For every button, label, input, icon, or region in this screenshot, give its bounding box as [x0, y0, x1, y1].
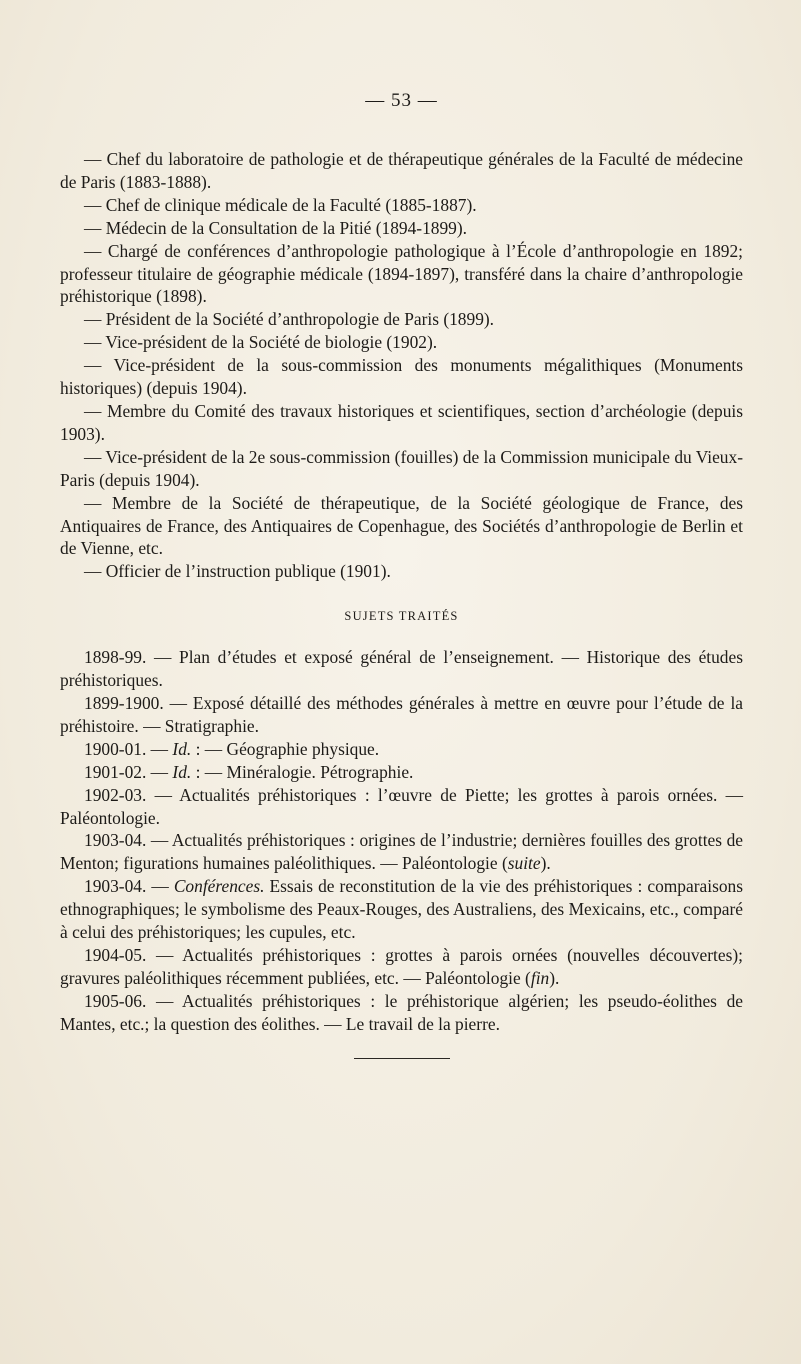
subject-text: ).: [540, 853, 551, 874]
career-item: — Vice-président de la Société de biologie (1902).: [84, 332, 438, 353]
subject-entry: [60, 944, 743, 990]
subject-entry: [60, 784, 743, 830]
subject-text: 1898-99. — Plan d’études et exposé général de l’enseignement. — Historique des études préhistoriques.: [60, 647, 743, 691]
subject-text: 1904-05. — Actualités préhistoriques : grottes à parois ornées (nouvelles découvertes); gravures paléolithiques récemment publiées, etc. — Paléontologie (: [60, 945, 743, 988]
subject-entry: [60, 875, 743, 944]
subject-italic: suite: [507, 853, 541, 874]
subject-text: 1903-04. — Actualités préhistoriques : origines de l’industrie; dernières fouilles des grottes de Menton; figurations humaines paléolithiques. — Paléontologie (: [60, 830, 743, 874]
subject-entry: [60, 829, 743, 875]
subject-entry: [60, 990, 743, 1036]
section-heading: SUJETS TRAITÉS: [344, 609, 459, 624]
career-item: — Président de la Société d’anthropologie de Paris (1899).: [84, 309, 495, 330]
subject-italic: Id.: [172, 761, 192, 782]
subject-italic: Conférences.: [173, 876, 265, 897]
subject-text: ).: [549, 967, 560, 988]
subject-text: 1901-02. —: [84, 761, 173, 782]
career-item: — Chef du laboratoire de pathologie et de thérapeutique générales de la Faculté de médecine de Paris (1883-1888).: [60, 149, 743, 192]
subject-text: 1899-1900. — Exposé détaillé des méthodes générales à mettre en œuvre pour l’étude de la préhistoire. — Stratigraphie.: [60, 693, 743, 736]
subject-text: : — Minéralogie. Pétrographie.: [191, 761, 414, 782]
career-item: — Membre du Comité des travaux historiques et scientifiques, section d’archéologie (depuis 1903).: [60, 400, 743, 444]
career-item: — Médecin de la Consultation de la Pitié (1894-1899).: [84, 217, 468, 238]
subject-text: : — Géographie physique.: [191, 738, 380, 759]
career-item: — Chef de clinique médicale de la Faculté (1885-1887).: [84, 194, 477, 215]
career-item: — Vice-président de la 2e sous-commission (fouilles) de la Commission municipale du Vieux-Paris (depuis 1904).: [60, 446, 743, 490]
subject-entry: [60, 738, 743, 761]
subject-text: Essais de reconstitution de la vie des préhistoriques : comparaisons ethnographiques; le symbolisme des Peaux-Rouges, des Australiens, des Mexicains, etc., comparé à celui des préhistoriques; les cupules, etc.: [60, 876, 743, 943]
subject-italic: fin: [530, 967, 550, 988]
subject-text: 1905-06. — Actualités préhistoriques : le préhistorique algérien; les pseudo-éolithes de Mantes, etc.; la question des éolithes. — Le travail de la pierre.: [60, 990, 743, 1034]
subject-italic: Id.: [172, 738, 192, 759]
subject-text: 1903-04. —: [84, 876, 174, 897]
subject-entry: [60, 761, 743, 784]
document-page: [60, 90, 743, 1059]
career-item: — Membre de la Société de thérapeutique, de la Société géologique de France, des Antiquaires de France, des Antiquaires de Copenhague, des Sociétés d’anthropologie de Berlin et de Vienne, etc.: [60, 492, 743, 559]
page-number: — 53 —: [365, 90, 438, 111]
career-item: — Vice-président de la sous-commission des monuments mégalithiques (Monuments historiques) (depuis 1904).: [60, 355, 743, 399]
end-rule: [354, 1058, 450, 1059]
subject-text: 1902-03. — Actualités préhistoriques : l’œuvre de Piette; les grottes à parois ornées. — Paléontologie.: [60, 784, 743, 828]
subject-entry: [60, 646, 743, 692]
career-item: — Officier de l’instruction publique (1901).: [84, 561, 391, 582]
career-item: — Chargé de conférences d’anthropologie pathologique à l’École d’anthropologie en 1892; professeur titulaire de géographie médicale (1894-1897), transféré dans la chaire d’anthropologie préhistorique (1898).: [60, 240, 743, 307]
subject-text: 1900-01. —: [84, 738, 173, 759]
subject-entry: [60, 692, 743, 738]
